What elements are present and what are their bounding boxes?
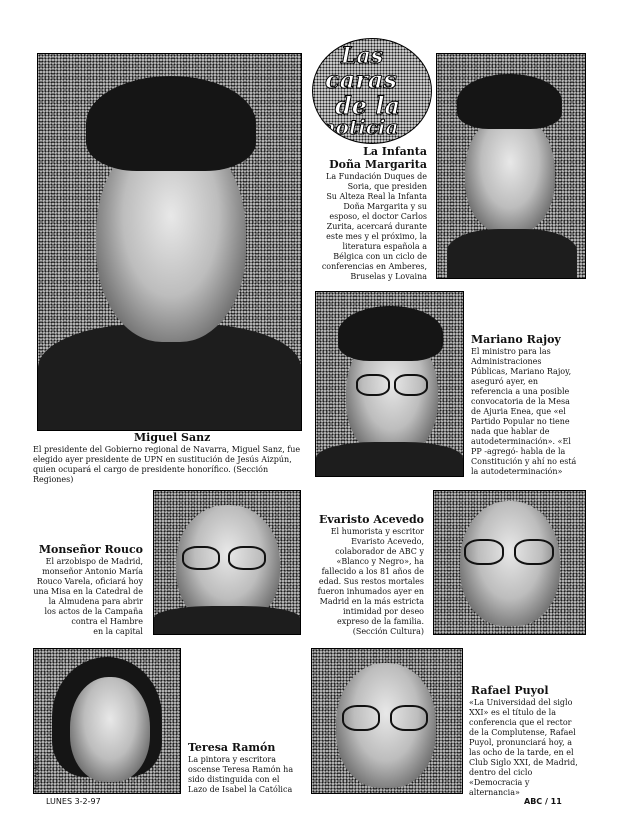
text-miguel-sanz: El presidente del Gobierno regional de Navarra, Miguel Sanz, fue elegido ayer presidente de UPN en sustitución de Jesús Aizpún, quien ocupará el cargo de presidente honorífico. (Sección Regiones)	[33, 445, 301, 484]
text-evaristo-acevedo: El humorista y escritor Evaristo Acevedo, colaborador de ABC y «Blanco y Negro», ha fallecido a los 81 años de edad. Sus restos mortales fueron inhumados ayer en Madrid en la más estricta intimidad por deseo expreso de la familia. (Sección Cultura)	[317, 527, 424, 636]
photo-teresa-ramon	[33, 648, 181, 794]
text-monsenor-rouco: El arzobispo de Madrid, monseñor Antonio María Rouco Varela, oficiará hoy una Misa en la Catedral de la Almudena para abrir los actos de la Campaña contra el Hambre en la capital	[33, 557, 143, 636]
photo-monsenor-rouco	[153, 490, 301, 635]
photo-credit: Foto: V. Alfaro	[34, 755, 40, 790]
name-mariano-rajoy: Mariano Rajoy	[471, 333, 561, 346]
name-miguel-sanz: Miguel Sanz	[134, 431, 211, 444]
name-teresa-ramon: Teresa Ramón	[188, 741, 276, 754]
name-rafael-puyol: Rafael Puyol	[471, 684, 549, 697]
text-infanta-margarita: La Fundación Duques de Soria, que presiden Su Alteza Real la Infanta Doña Margarita y su esposo, el doctor Carlos Zurita, acercará durante este mes y el próximo, la literatura española a Bélgica con un ciclo de conferencias en Amberes, Bruselas y Lovaina	[321, 172, 427, 281]
footer-date: LUNES 3-2-97	[46, 797, 101, 806]
text-teresa-ramon: La pintora y escritora oscense Teresa Ramón ha sido distinguida con el Lazo de Isabel la Católica	[188, 755, 294, 794]
name-infanta-margarita-line2: Doña Margarita	[329, 158, 427, 171]
name-infanta-margarita-line1: La Infanta	[363, 145, 427, 158]
name-evaristo-acevedo: Evaristo Acevedo	[319, 513, 424, 526]
photo-evaristo-acevedo	[433, 490, 586, 635]
logo-word-4: noticia	[321, 115, 399, 139]
text-mariano-rajoy: El ministro para las Administraciones Públicas, Mariano Rajoy, aseguró ayer, en referencia a una posible convocatoria de la Mesa de Ajuria Enea, que «el Partido Popular no tiene nada que hablar de autodeterminación». «El PP -agregó- habla de la Constitución y ahí no está la autodeterminación»	[471, 347, 577, 476]
photo-infanta-margarita	[436, 53, 586, 279]
text-rafael-puyol: «La Universidad del siglo XXI» es el título de la conferencia que el rector de la Complutense, Rafael Puyol, pronunciará hoy, a las ocho de la tarde, en el Club Siglo XXI, de Madrid, dentro del ciclo «Democracia y alternancia»	[469, 698, 578, 797]
photo-miguel-sanz	[37, 53, 302, 431]
footer-page-number: ABC / 11	[524, 797, 562, 806]
photo-rafael-puyol	[311, 648, 463, 794]
logo-word-1: Las	[341, 43, 384, 69]
name-monsenor-rouco: Monseñor Rouco	[38, 543, 143, 556]
logo-word-3: de la	[335, 91, 401, 120]
logo-word-2: caras	[325, 65, 397, 94]
section-logo	[312, 38, 432, 144]
photo-mariano-rajoy	[315, 291, 464, 477]
